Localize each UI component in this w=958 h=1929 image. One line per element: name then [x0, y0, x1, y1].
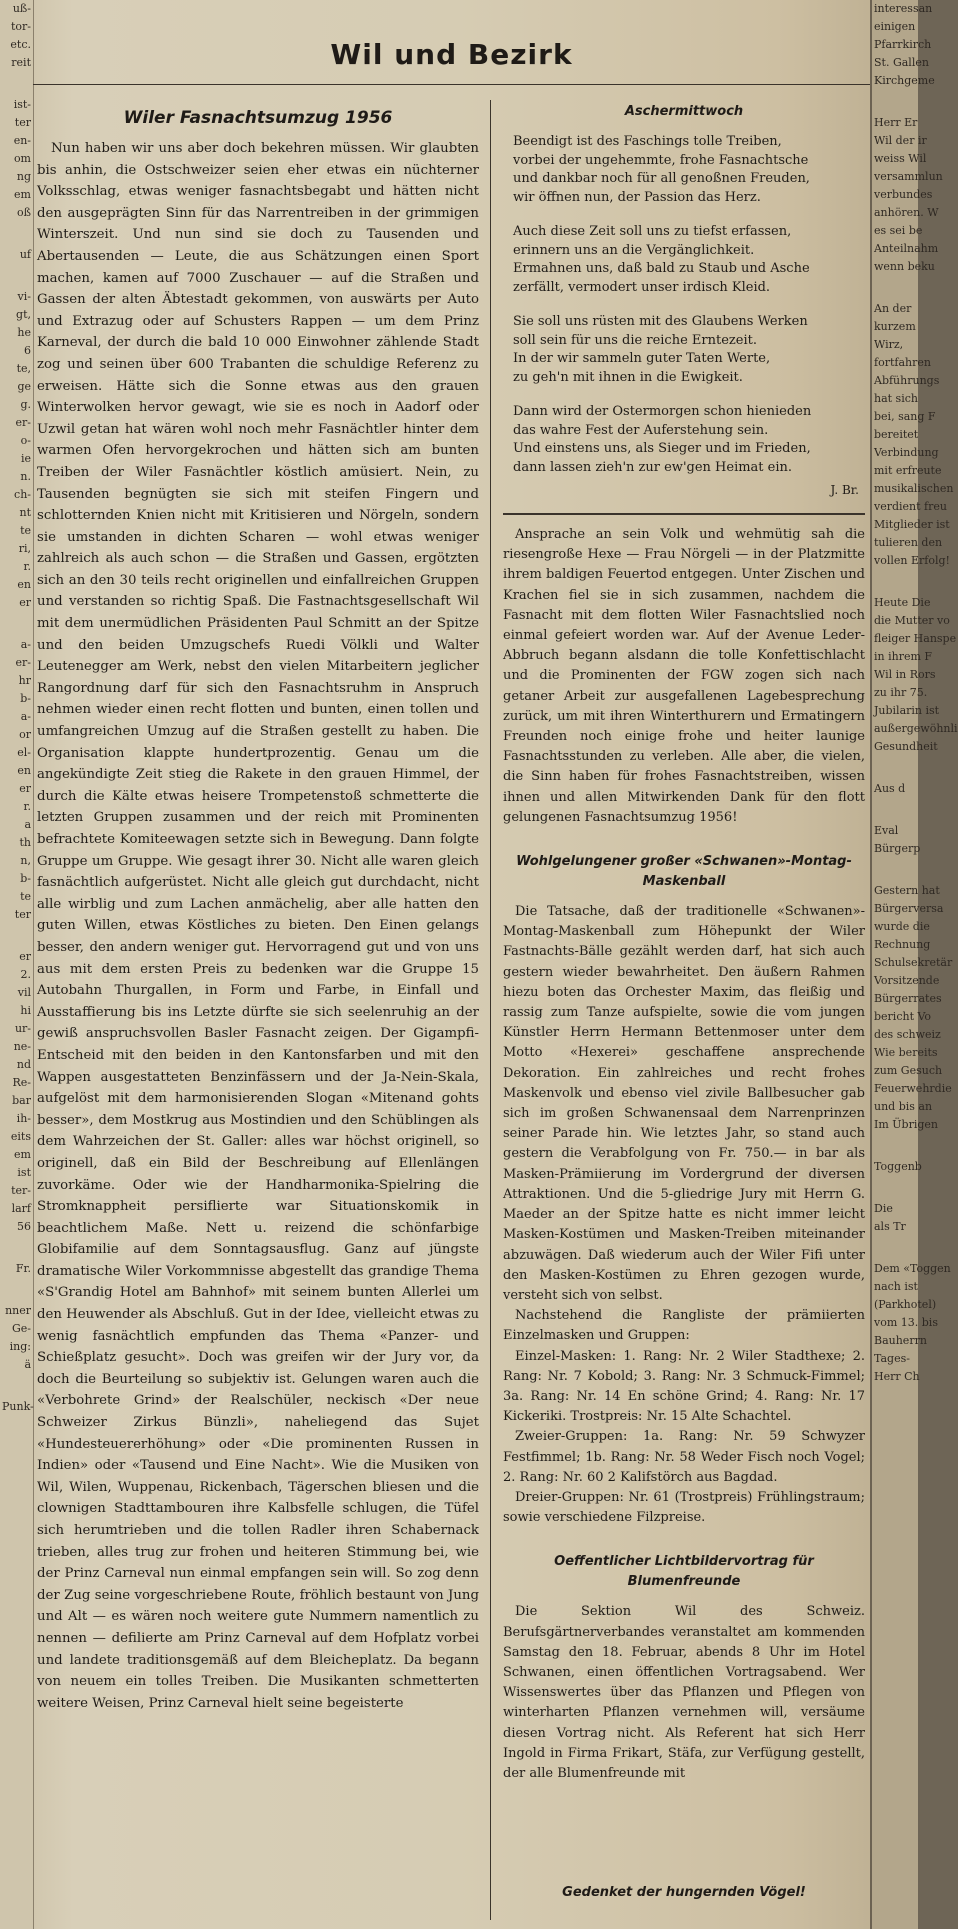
poem-line: Beendigt ist des Faschings tolle Treiben,: [513, 134, 782, 149]
left-edge-fragment: [0, 222, 33, 246]
right-edge-fragment: außergewöhnli: [874, 722, 958, 735]
right-edge-fragment: [872, 798, 918, 822]
left-edge-fragment: te,: [16, 362, 31, 375]
right-edge-fragment: wenn beku: [874, 260, 935, 273]
left-edge-fragment: o-: [20, 434, 31, 447]
left-edge-fragment: [0, 72, 33, 96]
right-edge-fragment: Schulsekretär: [874, 956, 953, 969]
poem-line: dann lassen zieh'n zur ew'gen Heimat ein.: [513, 459, 793, 475]
right-edge-fragment: hat sich: [874, 392, 918, 405]
right-edge-fragment: und bis an: [874, 1100, 933, 1113]
left-edge-fragment: or: [19, 728, 31, 741]
left-edge-fragment: bar: [12, 1094, 31, 1107]
left-edge-fragment: ih-: [16, 1112, 31, 1125]
right-edge-fragment: musikalischen: [874, 482, 954, 495]
left-edge-fragment: ist: [17, 1166, 31, 1179]
right-edge-fragment: Feuerwehrdie: [874, 1082, 952, 1095]
right-edge-fragment: Aus d: [874, 782, 906, 795]
left-edge-fragment: [0, 1374, 33, 1398]
ranking-pair-groups: Zweier-Gruppen: 1a. Rang: Nr. 59 Schwyzer Festfimmel; 1b. Rang: Nr. 58 Weder Fisch noch Vogel; 2. Rang: Nr. 60 2 Kalifstörch aus Bagdad.: [503, 1429, 865, 1485]
left-edge-fragment: n.: [20, 470, 31, 483]
right-edge-fragment: in ihrem F: [874, 650, 933, 663]
right-edge-fragment: bereitet: [874, 428, 919, 441]
parade-article-continuation: Ansprache an sein Volk und wehmütig sah die riesengroße Hexe — Frau Nörgeli — in der Platzmitte ihrem baldigen Feuertod entgegen. Unter Zischen und Krachen fiel sie in sich zusammen, nachdem die Fasnacht mit dem flotten Wiler Fasnachtslied noch einmal gefeiert worden war. Auf der Avenue Leder-Abbruch begann alsdann die tolle Konfettischlacht und die Prominenten der FGW zogen sich nach getaner Arbeit zur ausgefallenen Lagebesprechung zurück, um mit ihren Winterthurern und Ermatingern Freunden noch einige frohe und heiter launige Fasnachtsstunden zu verleben. Alle aber, die vielen, die Sinn haben für frohes Fasnachtstreiben, wissen ihnen und allen Mitwirkenden Dank für den flott gelungenen Fasnachtsumzug 1956!: [503, 527, 865, 825]
left-edge-fragment: oß: [17, 206, 31, 219]
right-edge-fragment: [872, 90, 918, 114]
left-edge-fragment: ng: [16, 170, 31, 183]
right-edge-fragment: zu ihr 75.: [874, 686, 928, 699]
right-edge-fragment: Herr Ch: [874, 1370, 920, 1383]
left-edge-fragment: [0, 612, 33, 636]
poem: [513, 133, 865, 477]
left-edge-fragment: om: [13, 152, 31, 165]
poem-line: Dann wird der Ostermorgen schon hienieden: [513, 404, 812, 419]
poem-line: wir öffnen nun, der Passion das Herz.: [513, 189, 761, 205]
poem-stanza: [513, 133, 865, 207]
poem-line: soll sein für uns die reiche Erntezeit.: [513, 332, 757, 348]
right-edge-fragment: Herr Er: [874, 116, 918, 129]
parade-article-body: Nun haben wir uns aber doch bekehren müssen. Wir glaubten bis anhin, die Ostschweizer seien eher etwas ein nüchterner Volksschlag, etwas weniger fasnachtsbegabt und hätten nicht den ausgeprägten Sinn für das Narrentreiben in der grimmigen Winterszeit. Und nun sind sie doch zu Tausenden und Abertausenden — Leute, die aus Schätzungen einen Sport machen, kamen auf 7000 Zuschauer — auf die Straßen und Gassen der alten Äbtestadt gekommen, von auswärts per Auto und Extrazug oder auf Schusters Rappen — um dem Prinz Karneval, der durch die bald 10 000 Einwohner zählende Stadt zog und seinen über 600 Trabanten die schuldige Referenz zu erweisen. Hätte sich die Sonne etwas aus den grauen Winterwolken hervor gewagt, wie sie es noch in Aadorf oder Uzwil getan hat wären wohl noch mehr Fasnächtler hinter dem warmen Ofen hervorgekrochen und hätten sich am bunten Treiben der Wiler Fasnächtler köstlich amüsiert. Nein, zu Tausenden begnügten sie sich mit steifen Fingern und schlotternden Knien nicht mit Kritisieren und Nörgeln, sondern sie umstanden in dichten Scharen — wohl etwas weniger zahlreich als auch schon — die Straßen und Gassen, ergötzten sich an den 30 teils recht originellen und einfallreichen Gruppen und verstanden so richtig Spaß. Die Fastnachtsgesellschaft Wil mit dem unermüdlichen Präsidenten Paul Schmitt an der Spitze und den beiden Umzugschefs Ruedi Völkli und Walter Leutenegger am Werk, nebst den vielen Mitarbeitern jeglicher Rangordnung darf für sich den Fasnachtsruhm in Anspruch nehmen wieder einen recht flotten und bunten, einen tollen und umfangreichen Umzug auf die Straßen gestellt zu haben. Die Organisation klappte hundertprozentig. Genau um die angekündigte Zeit stieg die Rakete in den grauen Himmel, der durch die Kälte etwas heisere Trompetenstoß schmetterte die letzten Gruppen zusammen und der reich mit Prominenten befrachtete Komiteewagen setzte sich in Bewegung. Dann folgte Gruppe um Gruppe. Wie gesagt ihrer 30. Nicht alle waren gleich fasnächtlich aufgerüstet. Nicht alle gleich gut durchdacht, nicht alle wirblig und zum Lachen anmächelig, aber alle hatten den guten Willen, etwas Köstliches zu bieten. Den Einen gelangs besser, den andern weniger gut. Hervorragend gut und von uns aus mit dem ersten Preis zu bedenken war die Gruppe 15 Autobahn Thurgallen, in Form und Farbe, in Einfall und Ausstaffierung bis ins Letzte dürfte sie sich seelenruhig an der gewiß anspruchsvollen Basler Fasnacht zeigen. Der Gigampfi-Entscheid mit den beiden in den Kantonsfarben und mit den Wappen ausgestatteten Benzinfässern und der Ja-Nein-Skala, aufgelöst mit dem harmonisierenden Slogan «Mitenand gohts besser», dem Mostkrug aus Mostindien und den Schüblingen als dem Wahrzeichen der St. Galler: alles war höchst originell, so originell, daß ein Bild der Beschreibung auf Ellenlängen zuvorkäme. Oder wie der Handharmonika-Spielring die Stromknappheit persiflierte war Situationskomik in beachtlichem Maße. Nett u. reizend die schönfarbige Globifamilie auf dem Sonntagsausflug. Ganz auf jüngste dramatische Wiler Vorkommnisse abgestellt das grandige Thema «S'Grandig Hotel am Bahnhof» mit seinem bunten Allerlei um den Heuwender als Abschluß. Gut in der Idee, vielleicht etwas zu wenig fasnächtlich empfunden das Thema «Panzer- und Schießplatz gesucht». Doch was greifen wir der Jury vor, da doch die Beurteilung so subjektiv ist. Gelungen waren auch die «Verbohrete Grind» der Realschüler, neckisch «Der neue Schweizer Zirkus Bünzli», naheliegend das Sujet «Hundesteuererhöhung» oder «Die prominenten Russen in Indien» oder «Tausend und Eine Nacht». Wie die Musiken von Wil, Wilen, Wuppenau, Rickenbach, Tägerschen bliesen und die clownigen Stadttambouren ihre Kalbsfelle schlugen, die Tüfel sich herumtrieben und die tollen Radler ihren Schabernack trieben, alles trug zur frohen und heiteren Stimmung bei, wie der Prinz Carneval nun einmal empfangen sein will. So zog denn der Zug seine vorgeschriebene Route, fröhlich bestaunt von Jung und Alt — es wären noch weitere gute Nummern namentlich zu nennen — defilierte am Prinz Carneval auf dem Hofplatz vorbei und landete traditionsgemäß auf dem Bleicheplatz. Da begann von neuem ein tolles Treiben. Die Musikanten schmetterten weitere Weisen, Prinz Carneval hielt seine begeisterte: [37, 141, 480, 1711]
left-edge-fragment: a-: [20, 710, 31, 723]
right-edge-fragment: Vorsitzende: [874, 974, 940, 987]
left-edge-fragment: er: [19, 782, 31, 795]
left-edge-fragment: er-: [15, 656, 31, 669]
right-edge-fragment: Mitglieder ist: [874, 518, 950, 531]
slide-lecture-body: Die Sektion Wil des Schweiz. Berufsgärtnerverbandes veranstaltet am kommenden Samstag den 18. Februar, abends 8 Uhr im Hotel Schwanen, einen öffentlichen Vortragsabend. Wer Wissenswertes über das Pflanzen und Pflegen von winterharten Pflanzen vernehmen will, versäume diesen Vortrag nicht. Als Referent hat sich Herr Ingold in Firma Frikart, Stäfa, zur Verfügung gestellt, der alle Blumenfreunde mit: [503, 1604, 865, 1781]
left-edge-fragment: te: [20, 890, 31, 903]
right-edge-fragment: St. Gallen: [874, 56, 929, 69]
right-edge-fragment: vom 13. bis: [874, 1316, 938, 1329]
left-edge-fragment: b-: [20, 872, 31, 885]
left-edge-fragment: ter: [14, 908, 31, 921]
footer-note: Gedenket der hungernden Vögel!: [562, 1885, 806, 1900]
slide-lecture-title: Oeffentlicher Lichtbildervortrag für Blumenfreunde: [554, 1554, 814, 1590]
left-edge-fragment: 6: [24, 344, 31, 357]
right-edge-fragment: als Tr: [874, 1220, 906, 1233]
poem-line: In der wir sammeln guter Taten Werte,: [513, 351, 771, 366]
left-edge-fragment: vi-: [17, 290, 31, 303]
left-edge-fragment: a-: [20, 638, 31, 651]
left-edge-fragment: Re-: [12, 1076, 31, 1089]
right-edge-fragment: Toggenb: [874, 1160, 922, 1173]
poem-line: das wahre Fest der Auferstehung sein.: [513, 422, 769, 438]
right-edge-fragment: Bauherrn: [874, 1334, 927, 1347]
right-edge-fragment: Wirz,: [874, 338, 904, 351]
right-edge-fragment: Jubilarin ist: [874, 704, 940, 717]
masthead-rule: [33, 84, 870, 85]
left-edge-fragment: 2.: [20, 968, 31, 981]
right-edge-fragment: Rechnung: [874, 938, 931, 951]
left-edge-fragment: er: [19, 596, 31, 609]
left-edge-fragment: ge: [17, 380, 31, 393]
right-edge-fragment: bericht Vo: [874, 1010, 932, 1023]
right-edge-fragment: tulieren den: [874, 536, 943, 549]
poem-line: zerfällt, vermodert unser irdisch Kleid.: [513, 279, 771, 295]
left-edge-fragment: hr: [18, 674, 31, 687]
left-edge-fragment: ist-: [13, 98, 31, 111]
right-edge-fragment: [872, 1134, 918, 1158]
left-edge-fragment: en: [17, 764, 31, 777]
right-edge-fragment: es sei be: [874, 224, 923, 237]
masked-ball-title: Wohlgelungener großer «Schwanen»-Montag-Maskenball: [516, 854, 852, 890]
right-edge-fragment: Verbindung: [874, 446, 939, 459]
right-edge-fragment: An der: [874, 302, 912, 315]
rankings-intro: Nachstehend die Rangliste der prämiierten Einzelmasken und Gruppen:: [503, 1308, 865, 1344]
right-edge-fragment: interessan: [874, 2, 933, 15]
poem-line: Und einstens uns, als Sieger und im Frieden,: [513, 441, 811, 456]
right-page-edge-fragments: [870, 0, 958, 1929]
poem-stanza: [513, 403, 865, 477]
left-edge-fragment: 56: [17, 1220, 31, 1233]
ranking-trio-groups: Dreier-Gruppen: Nr. 61 (Trostpreis) Frühlingstraum; sowie verschiedene Filzpreise.: [503, 1489, 865, 1526]
right-edge-fragment: Abführungs: [874, 374, 940, 387]
left-edge-fragment: [0, 1278, 33, 1302]
right-edge-fragment: weiss Wil: [874, 152, 927, 165]
right-edge-fragment: [872, 1176, 918, 1200]
right-edge-fragment: wurde die: [874, 920, 930, 933]
left-edge-fragment: el-: [17, 746, 31, 759]
right-edge-fragment: Bürgerrates: [874, 992, 942, 1005]
left-edge-fragment: g.: [20, 398, 31, 411]
left-edge-fragment: reit: [11, 56, 31, 69]
parade-headline: Wiler Fasnachtsumzug 1956: [123, 108, 393, 128]
right-edge-fragment: Gesundheit: [874, 740, 938, 753]
poem-line: Sie soll uns rüsten mit des Glaubens Werken: [513, 314, 808, 329]
left-edge-fragment: vil: [17, 986, 31, 999]
left-edge-fragment: [0, 924, 33, 948]
poem-line: erinnern uns an die Vergänglichkeit.: [513, 242, 755, 258]
right-edge-fragment: nach ist: [874, 1280, 918, 1293]
left-edge-fragment: ing:: [9, 1340, 31, 1353]
right-edge-fragment: Die: [874, 1202, 893, 1215]
right-edge-fragment: fleiger Hanspe: [874, 632, 957, 645]
right-edge-fragment: einigen: [874, 20, 916, 33]
left-edge-fragment: ter-: [11, 1184, 31, 1197]
right-edge-fragment: Eval: [874, 824, 899, 837]
right-edge-fragment: (Parkhotel): [874, 1298, 937, 1311]
right-edge-fragment: Dem «Toggen: [874, 1262, 951, 1275]
right-edge-fragment: Pfarrkirch: [874, 38, 932, 51]
left-edge-fragment: a: [24, 818, 31, 831]
left-edge-fragment: em: [14, 1148, 31, 1161]
right-edge-fragment: versammlun: [874, 170, 943, 183]
column-divider: [490, 100, 491, 1920]
left-page-edge-fragments: [0, 0, 34, 1929]
poem-line: Ermahnen uns, daß bald zu Staub und Asche: [513, 261, 810, 276]
right-edge-fragment: Kirchgeme: [874, 74, 935, 87]
left-edge-fragment: en-: [13, 134, 31, 147]
poem-signature: J. Br.: [830, 483, 859, 497]
left-edge-fragment: uf: [19, 248, 31, 261]
right-edge-fragment: verbundes: [874, 188, 933, 201]
left-edge-fragment: hi: [20, 1004, 31, 1017]
left-edge-fragment: ä: [24, 1358, 31, 1371]
masked-ball-body: Die Tatsache, daß der traditionelle «Schwanen»-Montag-Maskenball zum Höhepunkt der Wiler Fastnachts-Bälle gezählt werden darf, hat sich auch gestern wieder bewahrheitet. Den äußern Rahmen hiezu boten das Orchester Maxim, das fleißig und rassig zum Tanze aufspielte, sowie die vom jungen Künstler Herrn Hermann Bettenmoser unter dem Motto «Hexerei» geschaffene ansprechende Dekoration. Ein zahlreiches und recht frohes Maskenvolk und ebenso viel zivile Ballbesucher gab sich im großen Schwanensaal dem Narrenprinzen seiner Parade hin. Wie letztes Jahr, so stand auch gestern die Verabfolgung von Fr. 750.— in bar als Masken-Prämiierung im Vordergrund der diversen Attraktionen. Und die 5-gliedrige Jury mit Herrn G. Maeder an der Spitze hatte es nicht immer leicht Masken-Kostümen und Masken-Treiben miteinander abzuwägen. Daß wiederum auch der Wiler Fifi unter den Masken-Kostümen zu Ehren gezogen wurde, versteht sich von selbst.: [503, 904, 865, 1303]
left-edge-fragment: ie: [20, 452, 31, 465]
right-edge-fragment: des schweiz: [874, 1028, 941, 1041]
right-edge-fragment: anhören. W: [874, 206, 939, 219]
poem-stanza: [513, 313, 865, 387]
left-edge-fragment: nner: [5, 1304, 31, 1317]
right-edge-fragment: mit erfreute: [874, 464, 942, 477]
left-edge-fragment: nt: [19, 506, 31, 519]
left-edge-fragment: ri,: [18, 542, 31, 555]
left-edge-fragment: Ge-: [11, 1322, 31, 1335]
left-edge-fragment: en: [17, 578, 31, 591]
left-edge-fragment: larf: [11, 1202, 31, 1215]
left-edge-fragment: em: [14, 188, 31, 201]
right-edge-fragment: Wil in Rors: [874, 668, 936, 681]
left-edge-fragment: he: [17, 326, 31, 339]
right-edge-fragment: [872, 756, 918, 780]
left-edge-fragment: b-: [20, 692, 31, 705]
left-edge-fragment: [0, 264, 33, 288]
page-title: Wil und Bezirk: [330, 38, 573, 71]
left-edge-fragment: n,: [20, 854, 31, 867]
left-edge-fragment: ter: [14, 116, 31, 129]
section-rule: [503, 513, 865, 515]
right-edge-fragment: Im Übrigen: [874, 1118, 938, 1131]
poem-line: zu geh'n mit ihnen in die Ewigkeit.: [513, 369, 743, 385]
left-edge-fragment: th: [19, 836, 31, 849]
left-edge-fragment: r.: [23, 560, 31, 573]
right-edge-fragment: Heute Die: [874, 596, 931, 609]
left-edge-fragment: ch-: [14, 488, 31, 501]
right-edge-fragment: Wil der ir: [874, 134, 927, 147]
right-edge-fragment: bei, sang F: [874, 410, 936, 423]
right-edge-fragment: Wie bereits: [874, 1046, 938, 1059]
right-edge-fragment: verdient freu: [874, 500, 947, 513]
left-edge-fragment: gt,: [16, 308, 31, 321]
right-edge-fragment: [872, 276, 918, 300]
left-edge-fragment: te: [20, 524, 31, 537]
left-edge-fragment: er: [19, 950, 31, 963]
poem-line: vorbei der ungehemmte, frohe Fasnachtsche: [513, 152, 809, 168]
right-edge-fragment: [872, 1236, 918, 1260]
poem-line: Auch diese Zeit soll uns zu tiefst erfassen,: [513, 224, 792, 239]
right-edge-fragment: Anteilnahm: [874, 242, 939, 255]
poem-line: und dankbar noch für all genoßnen Freuden,: [513, 171, 810, 186]
left-edge-fragment: r.: [23, 800, 31, 813]
poem-stanza: [513, 223, 865, 297]
right-column: [503, 104, 865, 1784]
left-edge-fragment: Fr.: [15, 1262, 31, 1275]
right-edge-fragment: Tages-: [874, 1352, 910, 1365]
left-edge-fragment: etc.: [10, 38, 31, 51]
right-edge-fragment: kurzem: [874, 320, 916, 333]
left-edge-fragment: ur-: [14, 1022, 31, 1035]
left-edge-fragment: nd: [16, 1058, 31, 1071]
right-edge-fragment: Gestern hat: [874, 884, 940, 897]
left-edge-fragment: er-: [15, 416, 31, 429]
right-edge-fragment: fortfahren: [874, 356, 931, 369]
right-edge-fragment: vollen Erfolg!: [874, 554, 950, 567]
left-edge-fragment: tor-: [10, 20, 31, 33]
left-edge-fragment: [0, 1236, 33, 1260]
right-edge-fragment: Bürgerversa: [874, 902, 944, 915]
right-edge-fragment: Bürgerp: [874, 842, 921, 855]
left-edge-fragment: eits: [10, 1130, 31, 1143]
right-edge-fragment: zum Gesuch: [874, 1064, 943, 1077]
left-edge-fragment: Punk-: [2, 1400, 34, 1413]
right-edge-fragment: [872, 858, 918, 882]
left-edge-fragment: uß-: [12, 2, 31, 15]
ranking-single-masks: Einzel-Masken: 1. Rang: Nr. 2 Wiler Stadthexe; 2. Rang: Nr. 7 Kobold; 3. Rang: Nr. 3 Schmuck-Fimmel; 3a. Rang: Nr. 14 En schöne Grind; 4. Rang: Nr. 17 Kickeriki. Trostpreis: Nr. 15 Alte Schachtel.: [503, 1348, 865, 1425]
left-column: [37, 108, 479, 1714]
left-edge-fragment: ne-: [13, 1040, 31, 1053]
right-edge-fragment: [872, 570, 918, 594]
poem-title: Aschermittwoch: [624, 104, 744, 119]
right-edge-fragment: die Mutter vo: [874, 614, 950, 627]
